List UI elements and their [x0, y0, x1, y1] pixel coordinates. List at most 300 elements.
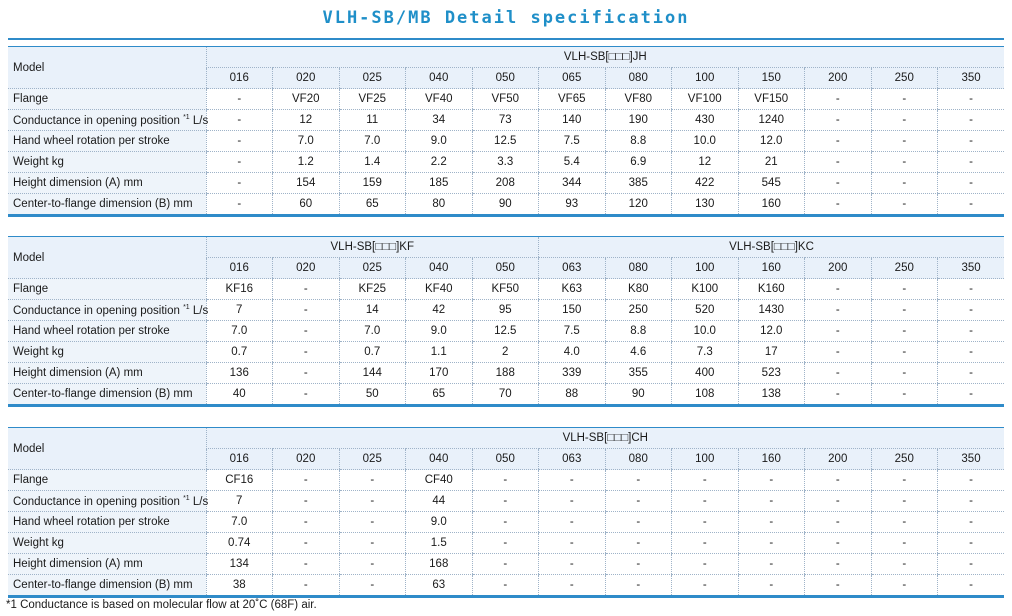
value-cell: -	[539, 491, 606, 512]
value-cell: K63	[539, 279, 606, 300]
row-label: Hand wheel rotation per stroke	[8, 321, 206, 342]
value-cell: 7.5	[539, 321, 606, 342]
spec-row-hand-wheel	[8, 131, 1004, 152]
size-cell: 040	[406, 258, 473, 279]
value-cell: 93	[539, 194, 606, 216]
value-cell: 34	[406, 110, 473, 131]
value-cell: 208	[472, 173, 539, 194]
size-cell: 020	[273, 68, 340, 89]
row-label: Flange	[8, 279, 206, 300]
value-cell: -	[206, 152, 273, 173]
size-cell: 050	[472, 258, 539, 279]
size-cell: 100	[672, 258, 739, 279]
value-cell: 11	[339, 110, 406, 131]
row-label: Height dimension (A) mm	[8, 554, 206, 575]
value-cell: K160	[738, 279, 805, 300]
value-cell: 63	[406, 575, 473, 597]
spec-row-conductance	[8, 300, 1004, 321]
value-cell: 12	[273, 110, 340, 131]
model-label: Model	[8, 47, 206, 89]
value-cell: VF20	[273, 89, 340, 110]
model-group-label: VLH-SB[□□□]JH	[206, 47, 1004, 68]
value-cell: -	[539, 575, 606, 597]
value-cell: -	[805, 131, 872, 152]
value-cell: 400	[672, 363, 739, 384]
value-cell: -	[938, 152, 1005, 173]
value-cell: -	[805, 533, 872, 554]
value-cell: -	[938, 300, 1005, 321]
value-cell: VF40	[406, 89, 473, 110]
value-cell: 1.5	[406, 533, 473, 554]
value-cell: 14	[339, 300, 406, 321]
spec-row-flange	[8, 470, 1004, 491]
value-cell: -	[805, 110, 872, 131]
value-cell: 7.0	[206, 321, 273, 342]
row-label: Hand wheel rotation per stroke	[8, 131, 206, 152]
value-cell: -	[273, 554, 340, 575]
size-cell: 016	[206, 258, 273, 279]
value-cell: -	[805, 491, 872, 512]
size-cell: 350	[938, 258, 1005, 279]
value-cell: K80	[605, 279, 672, 300]
row-label	[8, 110, 209, 131]
size-cell: 200	[805, 449, 872, 470]
group-header-row	[8, 237, 1004, 258]
value-cell: -	[871, 470, 938, 491]
value-cell: -	[206, 131, 273, 152]
value-cell: -	[605, 512, 672, 533]
row-label-text: Conductance in opening position	[13, 304, 184, 317]
value-cell: -	[273, 512, 340, 533]
value-cell: -	[805, 152, 872, 173]
value-cell: 339	[539, 363, 606, 384]
value-cell: KF16	[206, 279, 273, 300]
value-cell: 8.8	[605, 321, 672, 342]
value-cell: -	[206, 89, 273, 110]
value-cell: 12.0	[738, 321, 805, 342]
size-cell: 250	[871, 449, 938, 470]
size-cell: 100	[672, 449, 739, 470]
value-cell: -	[871, 554, 938, 575]
value-cell: -	[472, 575, 539, 597]
row-label-unit: L/s	[189, 114, 209, 127]
value-cell: 7.5	[539, 131, 606, 152]
page-title: VLH-SB/MB Detail specification	[322, 8, 690, 28]
value-cell: -	[206, 173, 273, 194]
size-cell: 200	[805, 68, 872, 89]
value-cell: -	[805, 279, 872, 300]
value-cell: -	[273, 384, 340, 406]
value-cell: -	[938, 491, 1005, 512]
size-cell: 063	[539, 258, 606, 279]
spec-row-center	[8, 575, 1004, 597]
group-header-row	[8, 47, 1004, 68]
value-cell: 1.2	[273, 152, 340, 173]
value-cell: -	[672, 554, 739, 575]
value-cell: 422	[672, 173, 739, 194]
value-cell: -	[472, 470, 539, 491]
size-cell: 160	[738, 449, 805, 470]
size-cell: 200	[805, 258, 872, 279]
value-cell: CF16	[206, 470, 273, 491]
value-cell: -	[871, 89, 938, 110]
size-cell: 100	[672, 68, 739, 89]
spec-row-conductance	[8, 110, 1004, 131]
value-cell: VF50	[472, 89, 539, 110]
value-cell: 7.0	[273, 131, 340, 152]
value-cell: -	[871, 575, 938, 597]
footnote-marker: *1	[183, 303, 190, 311]
spec-table-jh	[8, 46, 1004, 217]
row-label: Center-to-flange dimension (B) mm	[8, 194, 206, 216]
spec-row-flange	[8, 279, 1004, 300]
row-label: Center-to-flange dimension (B) mm	[8, 575, 206, 597]
value-cell: 90	[472, 194, 539, 216]
size-cell: 080	[605, 68, 672, 89]
value-cell: -	[605, 575, 672, 597]
model-group-label: VLH-SB[□□□]KC	[539, 237, 1005, 258]
value-cell: 8.8	[605, 131, 672, 152]
size-cell: 025	[339, 68, 406, 89]
value-cell: -	[871, 512, 938, 533]
value-cell: CF40	[406, 470, 473, 491]
value-cell: -	[605, 470, 672, 491]
spec-row-height	[8, 173, 1004, 194]
spec-row-height	[8, 554, 1004, 575]
value-cell: -	[938, 131, 1005, 152]
size-cell: 150	[738, 68, 805, 89]
spec-row-conductance	[8, 491, 1004, 512]
value-cell: KF25	[339, 279, 406, 300]
value-cell: VF25	[339, 89, 406, 110]
value-cell: 4.6	[605, 342, 672, 363]
size-cell: 063	[539, 449, 606, 470]
row-label-unit: L/s	[189, 304, 209, 317]
value-cell: 545	[738, 173, 805, 194]
value-cell: -	[738, 470, 805, 491]
value-cell: 80	[406, 194, 473, 216]
value-cell: 10.0	[672, 131, 739, 152]
value-cell: 188	[472, 363, 539, 384]
model-group-label: VLH-SB[□□□]KF	[206, 237, 539, 258]
value-cell: VF100	[672, 89, 739, 110]
value-cell: VF80	[605, 89, 672, 110]
value-cell: -	[805, 363, 872, 384]
value-cell: 44	[406, 491, 473, 512]
size-cell: 080	[605, 258, 672, 279]
value-cell: -	[805, 554, 872, 575]
size-cell: 020	[273, 258, 340, 279]
value-cell: -	[273, 300, 340, 321]
value-cell: -	[738, 491, 805, 512]
value-cell: 130	[672, 194, 739, 216]
value-cell: 70	[472, 384, 539, 406]
value-cell: -	[871, 279, 938, 300]
size-cell: 016	[206, 68, 273, 89]
value-cell: 0.7	[339, 342, 406, 363]
row-label: Flange	[8, 89, 206, 110]
value-cell: 12.5	[472, 321, 539, 342]
value-cell: -	[273, 575, 340, 597]
value-cell: -	[539, 470, 606, 491]
size-cell: 080	[605, 449, 672, 470]
value-cell: -	[472, 554, 539, 575]
value-cell: -	[206, 110, 273, 131]
row-label: Weight kg	[8, 533, 206, 554]
value-cell: -	[539, 533, 606, 554]
value-cell: 88	[539, 384, 606, 406]
value-cell: 355	[605, 363, 672, 384]
value-cell: 2.2	[406, 152, 473, 173]
value-cell: -	[273, 470, 340, 491]
value-cell: -	[805, 342, 872, 363]
size-cell: 050	[472, 449, 539, 470]
value-cell: 1240	[738, 110, 805, 131]
value-cell: -	[938, 321, 1005, 342]
value-cell: -	[938, 279, 1005, 300]
value-cell: -	[273, 342, 340, 363]
value-cell: -	[871, 533, 938, 554]
size-cell: 350	[938, 68, 1005, 89]
value-cell: 1.4	[339, 152, 406, 173]
value-cell: -	[871, 110, 938, 131]
value-cell: 0.7	[206, 342, 273, 363]
spec-row-center	[8, 384, 1004, 406]
spec-row-center	[8, 194, 1004, 216]
value-cell: 140	[539, 110, 606, 131]
value-cell: -	[539, 554, 606, 575]
value-cell: 7.0	[339, 131, 406, 152]
spec-row-flange	[8, 89, 1004, 110]
value-cell: -	[871, 491, 938, 512]
row-label: Weight kg	[8, 342, 206, 363]
spec-row-weight	[8, 342, 1004, 363]
footnote-marker: *1	[183, 113, 190, 121]
value-cell: -	[871, 342, 938, 363]
value-cell: -	[273, 533, 340, 554]
value-cell: 9.0	[406, 131, 473, 152]
value-cell: -	[805, 194, 872, 216]
row-label-text: Conductance in opening position	[13, 114, 184, 127]
value-cell: -	[339, 470, 406, 491]
value-cell: -	[938, 173, 1005, 194]
size-cell: 250	[871, 258, 938, 279]
spec-row-weight	[8, 152, 1004, 173]
value-cell: 144	[339, 363, 406, 384]
value-cell: -	[938, 110, 1005, 131]
value-cell: KF40	[406, 279, 473, 300]
value-cell: 42	[406, 300, 473, 321]
value-cell: VF65	[539, 89, 606, 110]
row-label	[8, 491, 209, 512]
value-cell: -	[805, 384, 872, 406]
value-cell: -	[738, 554, 805, 575]
value-cell: -	[273, 491, 340, 512]
value-cell: 9.0	[406, 512, 473, 533]
spec-row-height	[8, 363, 1004, 384]
value-cell: 6.9	[605, 152, 672, 173]
value-cell: 159	[339, 173, 406, 194]
value-cell: -	[871, 300, 938, 321]
value-cell: 108	[672, 384, 739, 406]
value-cell: 60	[273, 194, 340, 216]
value-cell: 0.74	[206, 533, 273, 554]
value-cell: -	[206, 194, 273, 216]
value-cell: -	[339, 533, 406, 554]
value-cell: -	[871, 194, 938, 216]
value-cell: -	[672, 575, 739, 597]
model-label: Model	[8, 428, 206, 470]
value-cell: -	[938, 554, 1005, 575]
spec-row-hand-wheel	[8, 512, 1004, 533]
value-cell: -	[605, 491, 672, 512]
row-label-text: Conductance in opening position	[13, 495, 184, 508]
value-cell: 4.0	[539, 342, 606, 363]
size-cell: 020	[273, 449, 340, 470]
value-cell: 17	[738, 342, 805, 363]
value-cell: -	[672, 533, 739, 554]
value-cell: 1430	[738, 300, 805, 321]
value-cell: 2	[472, 342, 539, 363]
value-cell: 73	[472, 110, 539, 131]
value-cell: -	[938, 575, 1005, 597]
value-cell: 7.0	[206, 512, 273, 533]
size-cell: 250	[871, 68, 938, 89]
value-cell: VF150	[738, 89, 805, 110]
size-cell: 016	[206, 449, 273, 470]
value-cell: 7	[206, 491, 273, 512]
value-cell: 12	[672, 152, 739, 173]
value-cell: K100	[672, 279, 739, 300]
value-cell: 385	[605, 173, 672, 194]
value-cell: 10.0	[672, 321, 739, 342]
value-cell: -	[938, 89, 1005, 110]
spec-row-hand-wheel	[8, 321, 1004, 342]
value-cell: 185	[406, 173, 473, 194]
value-cell: 7	[206, 300, 273, 321]
value-cell: 5.4	[539, 152, 606, 173]
value-cell: 21	[738, 152, 805, 173]
value-cell: -	[472, 491, 539, 512]
value-cell: -	[339, 575, 406, 597]
value-cell: -	[938, 384, 1005, 406]
value-cell: 154	[273, 173, 340, 194]
value-cell: -	[805, 321, 872, 342]
value-cell: 65	[339, 194, 406, 216]
size-cell: 025	[339, 258, 406, 279]
value-cell: -	[339, 512, 406, 533]
value-cell: -	[738, 533, 805, 554]
value-cell: -	[871, 152, 938, 173]
value-cell: 40	[206, 384, 273, 406]
value-cell: -	[938, 194, 1005, 216]
value-cell: -	[738, 512, 805, 533]
value-cell: -	[805, 512, 872, 533]
value-cell: -	[339, 554, 406, 575]
model-group-label: VLH-SB[□□□]CH	[206, 428, 1004, 449]
value-cell: -	[605, 533, 672, 554]
footnote: *1 Conductance is based on molecular flow at 20˚C (68F) air.	[6, 599, 317, 611]
size-cell: 160	[738, 258, 805, 279]
value-cell: 523	[738, 363, 805, 384]
value-cell: 7.3	[672, 342, 739, 363]
row-label: Flange	[8, 470, 206, 491]
value-cell: -	[871, 321, 938, 342]
value-cell: -	[938, 512, 1005, 533]
value-cell: -	[472, 533, 539, 554]
value-cell: 50	[339, 384, 406, 406]
row-label	[8, 300, 209, 321]
size-cell: 065	[539, 68, 606, 89]
value-cell: -	[805, 300, 872, 321]
value-cell: -	[938, 470, 1005, 491]
value-cell: -	[938, 533, 1005, 554]
value-cell: 95	[472, 300, 539, 321]
value-cell: 150	[539, 300, 606, 321]
value-cell: 65	[406, 384, 473, 406]
value-cell: -	[805, 575, 872, 597]
size-cell: 040	[406, 68, 473, 89]
value-cell: -	[805, 89, 872, 110]
value-cell: 430	[672, 110, 739, 131]
size-cell: 350	[938, 449, 1005, 470]
value-cell: -	[805, 173, 872, 194]
value-cell: 12.0	[738, 131, 805, 152]
value-cell: -	[605, 554, 672, 575]
value-cell: -	[938, 342, 1005, 363]
value-cell: 120	[605, 194, 672, 216]
value-cell: 190	[605, 110, 672, 131]
value-cell: KF50	[472, 279, 539, 300]
row-label: Height dimension (A) mm	[8, 173, 206, 194]
value-cell: -	[871, 131, 938, 152]
value-cell: 1.1	[406, 342, 473, 363]
value-cell: -	[273, 321, 340, 342]
value-cell: -	[672, 491, 739, 512]
row-label: Center-to-flange dimension (B) mm	[8, 384, 206, 406]
size-cell: 025	[339, 449, 406, 470]
value-cell: 170	[406, 363, 473, 384]
value-cell: -	[805, 470, 872, 491]
footnote-marker: *1	[183, 494, 190, 502]
spec-table-ch	[8, 427, 1004, 598]
value-cell: -	[672, 470, 739, 491]
value-cell: -	[938, 363, 1005, 384]
row-label-unit: L/s	[189, 495, 209, 508]
value-cell: 250	[605, 300, 672, 321]
value-cell: -	[672, 512, 739, 533]
value-cell: -	[871, 173, 938, 194]
value-cell: 7.0	[339, 321, 406, 342]
value-cell: 3.3	[472, 152, 539, 173]
value-cell: -	[339, 491, 406, 512]
size-cell: 050	[472, 68, 539, 89]
value-cell: 12.5	[472, 131, 539, 152]
value-cell: -	[539, 512, 606, 533]
value-cell: 9.0	[406, 321, 473, 342]
value-cell: 38	[206, 575, 273, 597]
value-cell: 168	[406, 554, 473, 575]
value-cell: 134	[206, 554, 273, 575]
value-cell: 344	[539, 173, 606, 194]
value-cell: -	[871, 363, 938, 384]
model-label: Model	[8, 237, 206, 279]
title-divider	[8, 38, 1004, 40]
spec-row-weight	[8, 533, 1004, 554]
value-cell: 90	[605, 384, 672, 406]
row-label: Height dimension (A) mm	[8, 363, 206, 384]
value-cell: -	[273, 279, 340, 300]
